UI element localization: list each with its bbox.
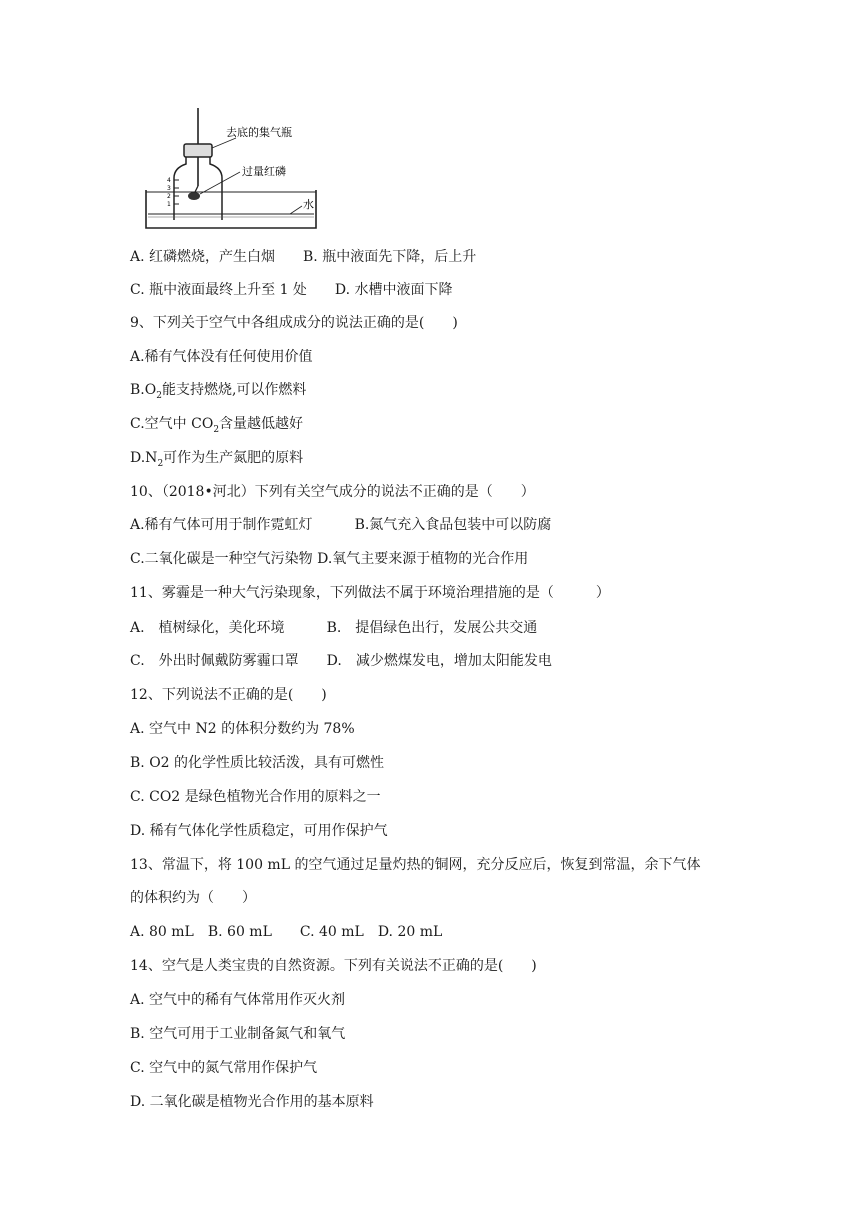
- label-phosphorus: 过量红磷: [242, 165, 286, 178]
- q9-option-d: [130, 448, 303, 468]
- apparatus-figure: [140, 108, 320, 232]
- q9-d-post: 可作为生产氮肥的原料: [163, 450, 304, 466]
- q11-option-d: D. 减少燃煤发电，增加太阳能发电: [326, 653, 552, 669]
- q11-option-c: C. 外出时佩戴防雾霾口罩: [130, 653, 299, 669]
- q8-option-d: D. 水槽中液面下降: [334, 282, 453, 298]
- red-phosphorus: [188, 192, 200, 200]
- water-trough: [146, 190, 316, 228]
- q13-options: A. 80 mL B. 60 mL C. 40 mL D. 20 mL: [130, 924, 443, 940]
- q11-row-ab: [130, 618, 537, 638]
- q10-row-ab: [130, 515, 551, 535]
- q14-option-d: D. 二氧化碳是植物光合作用的基本原料: [130, 1094, 374, 1110]
- q11-stem: 11、雾霾是一种大气污染现象，下列做法不属于环境治理措施的是（ ）: [130, 585, 610, 601]
- q14-option-c: C. 空气中的氮气常用作保护气: [130, 1060, 318, 1076]
- q9-b-post: 能支持燃烧,可以作燃料: [161, 382, 307, 398]
- q12-stem: 12、下列说法不正确的是( ): [130, 687, 327, 703]
- q9-c-pre: C.空气中 CO: [130, 416, 214, 432]
- gap: [299, 653, 327, 669]
- q14-option-a: A. 空气中的稀有气体常用作灭火剂: [130, 992, 346, 1008]
- q9-c-post: 含量越低越好: [219, 416, 304, 432]
- scale-mark-4: 4: [167, 177, 171, 184]
- gap: [285, 620, 327, 636]
- q9-option-b: [130, 380, 306, 400]
- q12-option-b: B. O2 的化学性质比较活泼，具有可燃性: [130, 755, 385, 771]
- q11-row-cd: [130, 651, 552, 671]
- q12-option-c: C. CO2 是绿色植物光合作用的原料之一: [130, 789, 381, 805]
- q12-option-d: D. 稀有气体化学性质稳定，可用作保护气: [130, 823, 388, 839]
- gap: [275, 249, 303, 265]
- leader-bottle: [212, 138, 236, 148]
- q14-stem: 14、空气是人类宝贵的自然资源。下列有关说法不正确的是( ): [130, 958, 537, 974]
- gap: [313, 517, 355, 533]
- label-bottle: 去底的集气瓶: [226, 126, 292, 139]
- scale-mark-3: 3: [167, 185, 171, 192]
- gap: [307, 282, 335, 298]
- q9-d-pre: D.N: [130, 450, 158, 466]
- q9-option-c: [130, 414, 303, 434]
- leader-phosphorus: [200, 172, 240, 194]
- scale-mark-1: 1: [167, 201, 171, 208]
- q8-option-c: C. 瓶中液面最终上升至 1 处: [130, 282, 307, 298]
- label-water: 水: [303, 198, 314, 211]
- q9-stem: 9、下列关于空气中各组成成分的说法正确的是( ): [130, 315, 458, 331]
- q9-b-sub: 2: [156, 390, 162, 401]
- q14-option-b: B. 空气可用于工业制备氮气和氧气: [130, 1026, 346, 1042]
- q13-stem-line1: 13、常温下，将 100 mL 的空气通过足量灼热的铜网，充分反应后，恢复到常温，余下气体: [130, 857, 701, 873]
- q9-option-a: A.稀有气体没有任何使用价值: [130, 349, 313, 365]
- q10-option-a: A.稀有气体可用于制作霓虹灯: [130, 517, 313, 533]
- q8-row-cd: [130, 280, 453, 300]
- q8-row-ab: [130, 247, 476, 267]
- q8-option-a: A. 红磷燃烧，产生白烟: [130, 249, 276, 265]
- q13-stem-line2: 的体积约为（ ）: [130, 890, 256, 906]
- scale-mark-2: 2: [167, 193, 171, 200]
- leader-water: [290, 206, 302, 214]
- q11-option-a: A. 植树绿化，美化环境: [130, 620, 285, 636]
- q10-stem: 10、（2018•河北）下列有关空气成分的说法不正确的是（ ）: [130, 484, 535, 500]
- q9-d-sub: 2: [157, 458, 164, 469]
- q10-option-b: B.氮气充入食品包装中可以防腐: [354, 517, 552, 533]
- q11-option-b: B. 提倡绿色出行，发展公共交通: [326, 620, 538, 636]
- stopper: [184, 144, 212, 157]
- q8-option-b: B. 瓶中液面先下降，后上升: [303, 249, 477, 265]
- q9-b-pre: B.O: [130, 382, 157, 398]
- q12-option-a: A. 空气中 N2 的体积分数约为 78%: [130, 721, 355, 737]
- q10-row-cd: C.二氧化碳是一种空气污染物 D.氧气主要来源于植物的光合作用: [130, 551, 529, 567]
- q9-c-sub: 2: [213, 424, 220, 435]
